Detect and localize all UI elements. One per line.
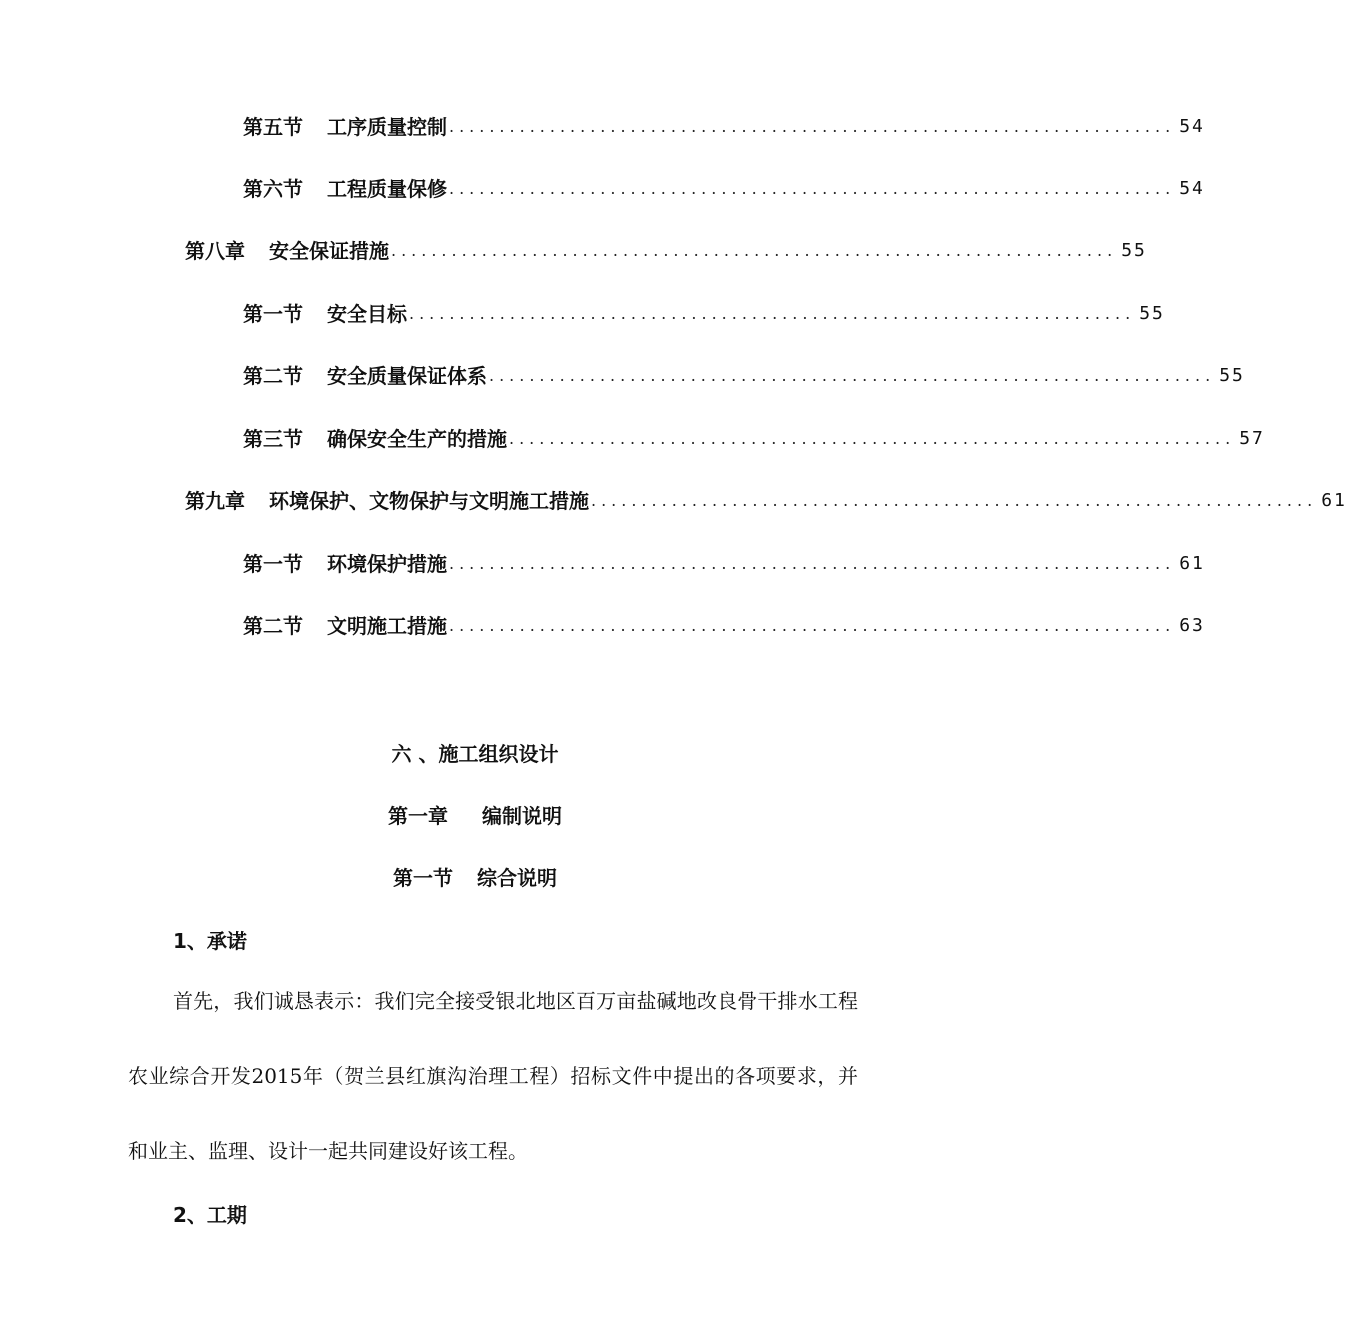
toc-entry[interactable] bbox=[185, 236, 1147, 266]
toc-page-number: 55 bbox=[1121, 240, 1147, 261]
toc-page-number: 63 bbox=[1179, 615, 1205, 636]
toc-entry-label: 第二节 安全质量保证体系 bbox=[243, 364, 487, 388]
section-number: 第一节 bbox=[393, 866, 453, 890]
toc-leader-dots: ........................................................................ bbox=[391, 241, 1118, 260]
toc-leader-dots: ........................................................................ bbox=[409, 304, 1136, 323]
toc-entry-label: 第六节 工程质量保修 bbox=[243, 177, 447, 201]
toc-page-number: 54 bbox=[1179, 178, 1205, 199]
section-title: 综合说明 bbox=[477, 866, 557, 890]
toc-page-number: 57 bbox=[1239, 428, 1265, 449]
toc-entry-label: 第三节 确保安全生产的措施 bbox=[243, 427, 507, 451]
section-heading bbox=[0, 862, 950, 891]
toc-leader-dots: ........................................................................ bbox=[449, 179, 1176, 198]
part-heading: 六 、施工组织设计 bbox=[391, 742, 559, 766]
toc-entry-label: 第八章 安全保证措施 bbox=[185, 239, 389, 263]
toc-page-number: 54 bbox=[1179, 116, 1205, 137]
toc-entry[interactable] bbox=[185, 486, 1347, 516]
toc-leader-dots: ........................................................................ bbox=[509, 429, 1236, 448]
body-paragraph: 首先，我们诚恳表示：我们完全接受银北地区百万亩盐碱地改良骨干排水工程农业综合开发2015年（贺兰县红旗沟治理工程）招标文件中提出的各项要求，并和业主、监理、设计一起共同建设好该工程。 bbox=[128, 989, 858, 1163]
toc-page-number: 55 bbox=[1219, 365, 1245, 386]
toc-entry[interactable] bbox=[243, 112, 1205, 142]
toc-entry[interactable] bbox=[243, 174, 1205, 204]
chapter-heading bbox=[0, 800, 950, 829]
chapter-title: 编制说明 bbox=[482, 804, 562, 828]
toc-leader-dots: ........................................................................ bbox=[449, 554, 1176, 573]
toc-leader-dots: ........................................................................ bbox=[591, 491, 1318, 510]
toc-entry-label: 第一节 安全目标 bbox=[243, 302, 407, 326]
chapter-number: 第一章 bbox=[388, 804, 448, 828]
toc-entry-label: 第五节 工序质量控制 bbox=[243, 115, 447, 139]
toc-page-number: 61 bbox=[1179, 553, 1205, 574]
toc-entry-label: 第一节 环境保护措施 bbox=[243, 552, 447, 576]
toc-entry-label: 第九章 环境保护、文物保护与文明施工措施 bbox=[185, 489, 589, 513]
toc-entry[interactable] bbox=[243, 424, 1265, 454]
toc-leader-dots: ........................................................................ bbox=[489, 366, 1216, 385]
item-heading: 1、承诺 bbox=[173, 929, 247, 953]
toc-page-number: 61 bbox=[1321, 490, 1347, 511]
toc-entry[interactable] bbox=[243, 361, 1245, 391]
toc-entry[interactable] bbox=[243, 549, 1205, 579]
toc-page-number: 55 bbox=[1139, 303, 1165, 324]
toc-entry-label: 第二节 文明施工措施 bbox=[243, 614, 447, 638]
toc-leader-dots: ........................................................................ bbox=[449, 117, 1176, 136]
toc-entry[interactable] bbox=[243, 299, 1165, 329]
toc-entry[interactable] bbox=[243, 611, 1205, 641]
toc-leader-dots: ........................................................................ bbox=[449, 616, 1176, 635]
item-heading: 2、工期 bbox=[173, 1203, 247, 1227]
